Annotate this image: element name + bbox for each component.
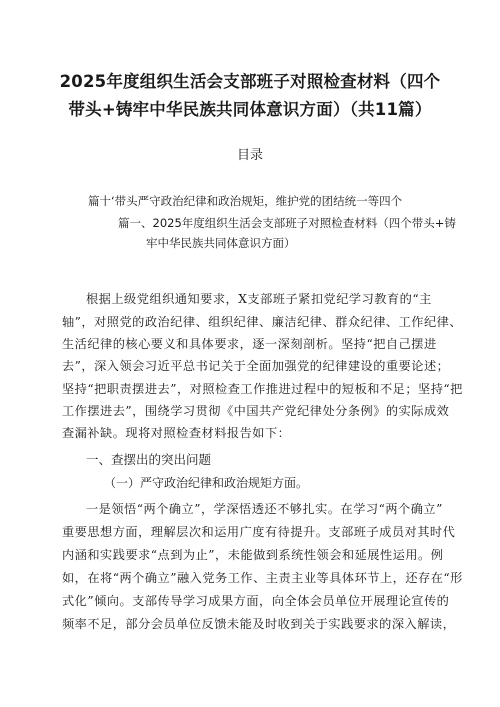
paragraph-line: 内涵和实践要求“点到为止”，未能做到系统性领会和延展性运用。例 xyxy=(62,548,444,562)
intro-line: 去”，深入领会习近平总书记关于全面加强党的纪律建设的重要论述； xyxy=(62,359,450,373)
intro-line: 坚持“把职责摆进去”，对照检查工作推进过程中的短板和不足；坚持“把 xyxy=(62,382,463,396)
subsection-heading: （一）严守政治纪律和政治规矩方面。 xyxy=(104,476,309,490)
title-line-1: 2025年度组织生活会支部班子对照检查材料（四个 xyxy=(59,72,441,91)
toc-heading: 目录 xyxy=(236,148,263,163)
paragraph-line: 如，在将“两个确立”融入党务工作、主责主业等具体环节上，还存在“形 xyxy=(62,571,463,585)
section-heading: 一、查摆出的突出问题 xyxy=(86,452,212,467)
intro-line: 轴”，对照党的政治纪律、组织纪律、廉洁纪律、群众纪律、工作纪律、 xyxy=(62,315,463,329)
intro-line: 查漏补缺。现将对照检查材料报告如下： xyxy=(62,426,291,440)
toc-entry[interactable]: 篇一、2025年度组织生活会支部班子对照检查材料（四个带头+铸 xyxy=(118,216,456,230)
paragraph-line: 频率不足，部分会员单位反馈未能及时收到关于实践要求的深入解读， xyxy=(62,617,456,631)
intro-line: 生活纪律的核心要义和具体要求，逐一深刻剖析。坚持“把自己摆进 xyxy=(62,337,437,351)
intro-line: 根据上级党组织通知要求，X支部班子紧扣党纪学习教育的“主 xyxy=(86,292,432,306)
document-title xyxy=(40,68,460,124)
toc-entry[interactable]: 篇十‘带头严守政治纪律和政治规矩，维护党的团结统一等四个 xyxy=(88,194,403,208)
intro-line: 工作摆进去”，围绕学习贯彻《中国共产党纪律处分条例》的实际成效 xyxy=(62,404,450,418)
paragraph-line: 一是领悟“两个确立”，学深悟透还不够扎实。在学习“两个确立” xyxy=(86,502,443,516)
paragraph-line: 重要思想方面，理解层次和运用广度有待提升。支部班子成员对其时代 xyxy=(62,525,456,539)
toc-entry-continuation[interactable]: 牢中华民族共同体意识方面） xyxy=(146,236,296,250)
title-line-2: 带头+铸牢中华民族共同体意识方面）（共11篇） xyxy=(68,100,432,119)
paragraph-line: 式化”倾向。支部传导学习成果方面，向全体会员单位开展理论宣传的 xyxy=(62,594,450,608)
